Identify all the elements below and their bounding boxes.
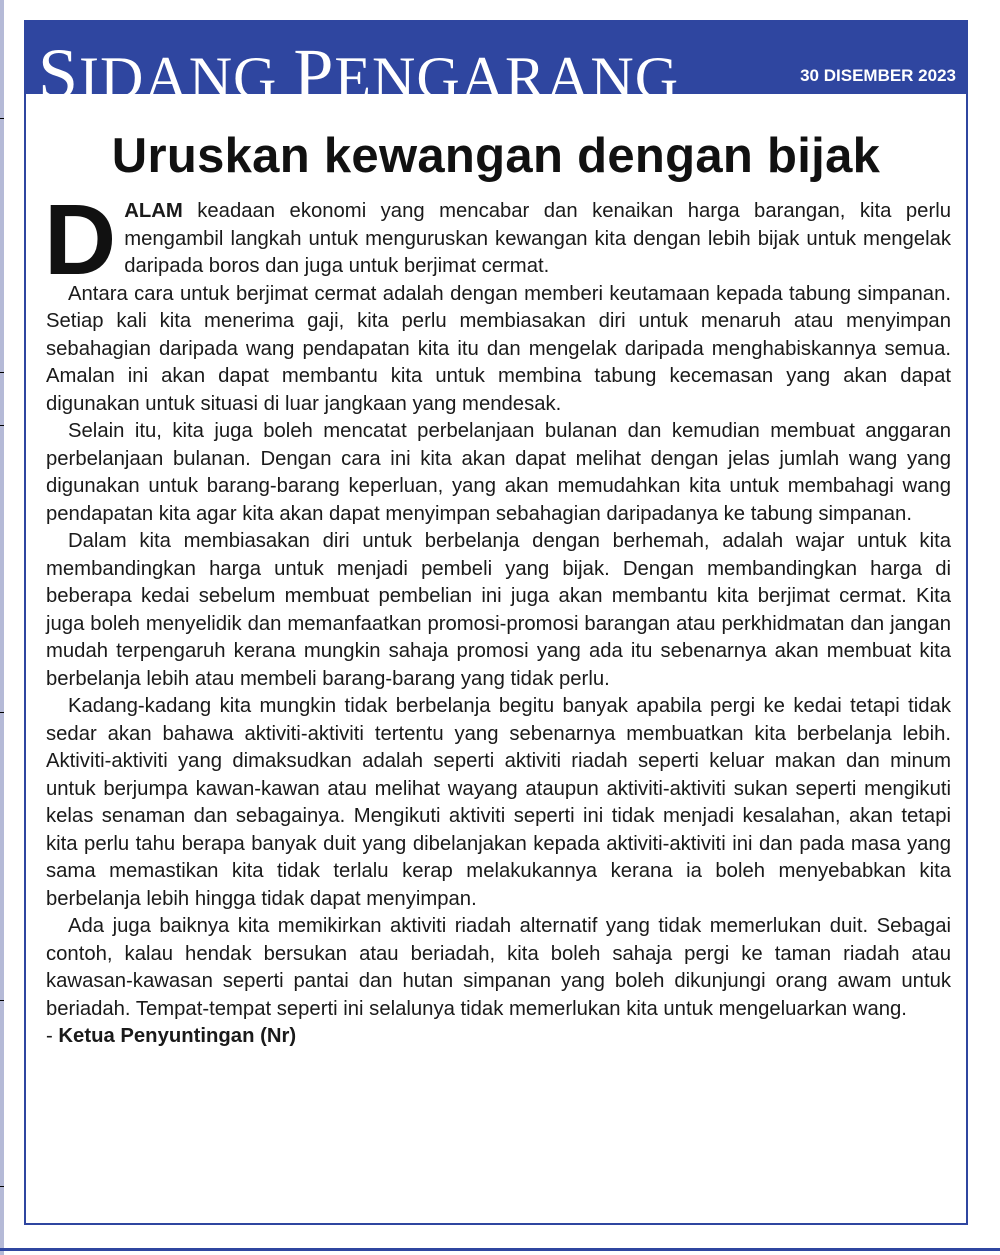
editorial-panel	[24, 20, 968, 1225]
edge-tick	[0, 1186, 4, 1187]
paragraph-1	[44, 184, 951, 296]
paragraph-1-text: keadaan ekonomi yang mencabar dan kenaikan harga barangan, kita perlu mengambil langkah untuk menguruskan kewangan kita dengan lebih bijak untuk mengelak daripada boros dan juga untuk berjimat cermat.	[124, 200, 951, 277]
edge-tick	[0, 425, 4, 426]
masthead-title	[38, 36, 818, 112]
signature: Ketua Penyuntingan (Nr)	[58, 1025, 297, 1047]
article-body	[44, 184, 951, 1051]
drop-cap: D	[44, 184, 117, 296]
paragraph-2: Antara cara untuk berjimat cermat adalah dengan memberi keutamaan kepada tabung simpanan. Setiap kali kita menerima gaji, kita perlu membiasakan diri untuk menaruh atau menyimpan sebahagian daripada wang pendapatan kita itu dan mengelak daripada menghabiskannya semua. Amalan ini akan dapat membantu kita untuk membina tabung kecemasan yang akan dapat digunakan untuk situasi di luar jangkaan yang mendesak.	[46, 282, 951, 415]
issue-date: 30 DISEMBER 2023	[800, 66, 956, 85]
lead-word: ALAM	[124, 200, 183, 222]
edge-tick	[0, 1000, 4, 1001]
edge-tick	[0, 712, 4, 713]
edge-tick	[0, 118, 4, 119]
article-headline: Uruskan kewangan dengan bijak	[111, 129, 881, 183]
signature-line	[46, 1023, 951, 1051]
signature-dash: -	[46, 1025, 59, 1047]
edge-tick	[0, 372, 4, 373]
left-edge-ticks	[0, 0, 4, 1255]
paragraph-5: Kadang-kadang kita mungkin tidak berbelanja begitu banyak apabila pergi ke kedai tetapi tidak sedar akan bahawa aktiviti-aktiviti tertentu yang sebenarnya membuatkan kita berbelanja lebih. Aktiviti-aktiviti yang dimaksudkan adalah seperti aktiviti riadah seperti keluar makan dan minum untuk berjumpa kawan-kawan atau melihat wayang ataupun aktiviti-aktiviti sukan seperti mengikuti kelas senaman dan sebagainya. Mengikuti aktiviti seperti ini tidak menjadi kesalahan, akan tetapi kita perlu tahu berapa banyak duit yang dibelanjakan kepada aktiviti-aktiviti ini dan pada masa yang sama memastikan kita tidak terlalu kerap melakukannya kerana ia boleh menyebabkan kita berbelanja lebih hingga tidak dapat menyimpan.	[46, 695, 951, 910]
bottom-rule	[0, 1248, 1000, 1251]
paragraph-4: Dalam kita membiasakan diri untuk berbelanja dengan berhemah, adalah wajar untuk kita membandingkan harga untuk menjadi pembeli yang bijak. Dengan membandingkan harga di beberapa kedai sebelum membuat pembelian ini juga akan membantu kita berjimat cermat. Kita juga boleh menyelidik dan memanfaatkan promosi-promosi barangan atau perkhidmatan dan jangan mudah terpengaruh kerana mungkin sahaja promosi yang ada itu sebenarnya akan membuat kita berbelanja lebih atau membeli barang-barang yang tidak perlu.	[46, 530, 951, 690]
paragraph-3: Selain itu, kita juga boleh mencatat perbelanjaan bulanan dan kemudian membuat anggaran perbelanjaan bulanan. Dengan cara ini kita akan dapat melihat dengan jelas jumlah wang yang digunakan untuk barang-barang keperluan, yang akan memudahkan kita untuk membahagi wang pendapatan kita agar kita akan dapat menyimpan sebahagian daripadanya ke tabung simpanan.	[46, 420, 951, 525]
masthead-logo: SIDANG PENGARANG	[38, 36, 680, 112]
paragraph-6: Ada juga baiknya kita memikirkan aktiviti riadah alternatif yang tidak memerlukan duit. Sebagai contoh, kalau hendak bersukan atau beriadah, kita boleh sahaja pergi ke taman riadah atau kawasan-kawasan seperti pantai dan hutan simpanan yang boleh dikunjungi orang awam untuk beriadah. Tempat-tempat seperti ini selalunya tidak memerlukan kita untuk mengeluarkan wang.	[46, 915, 951, 1020]
